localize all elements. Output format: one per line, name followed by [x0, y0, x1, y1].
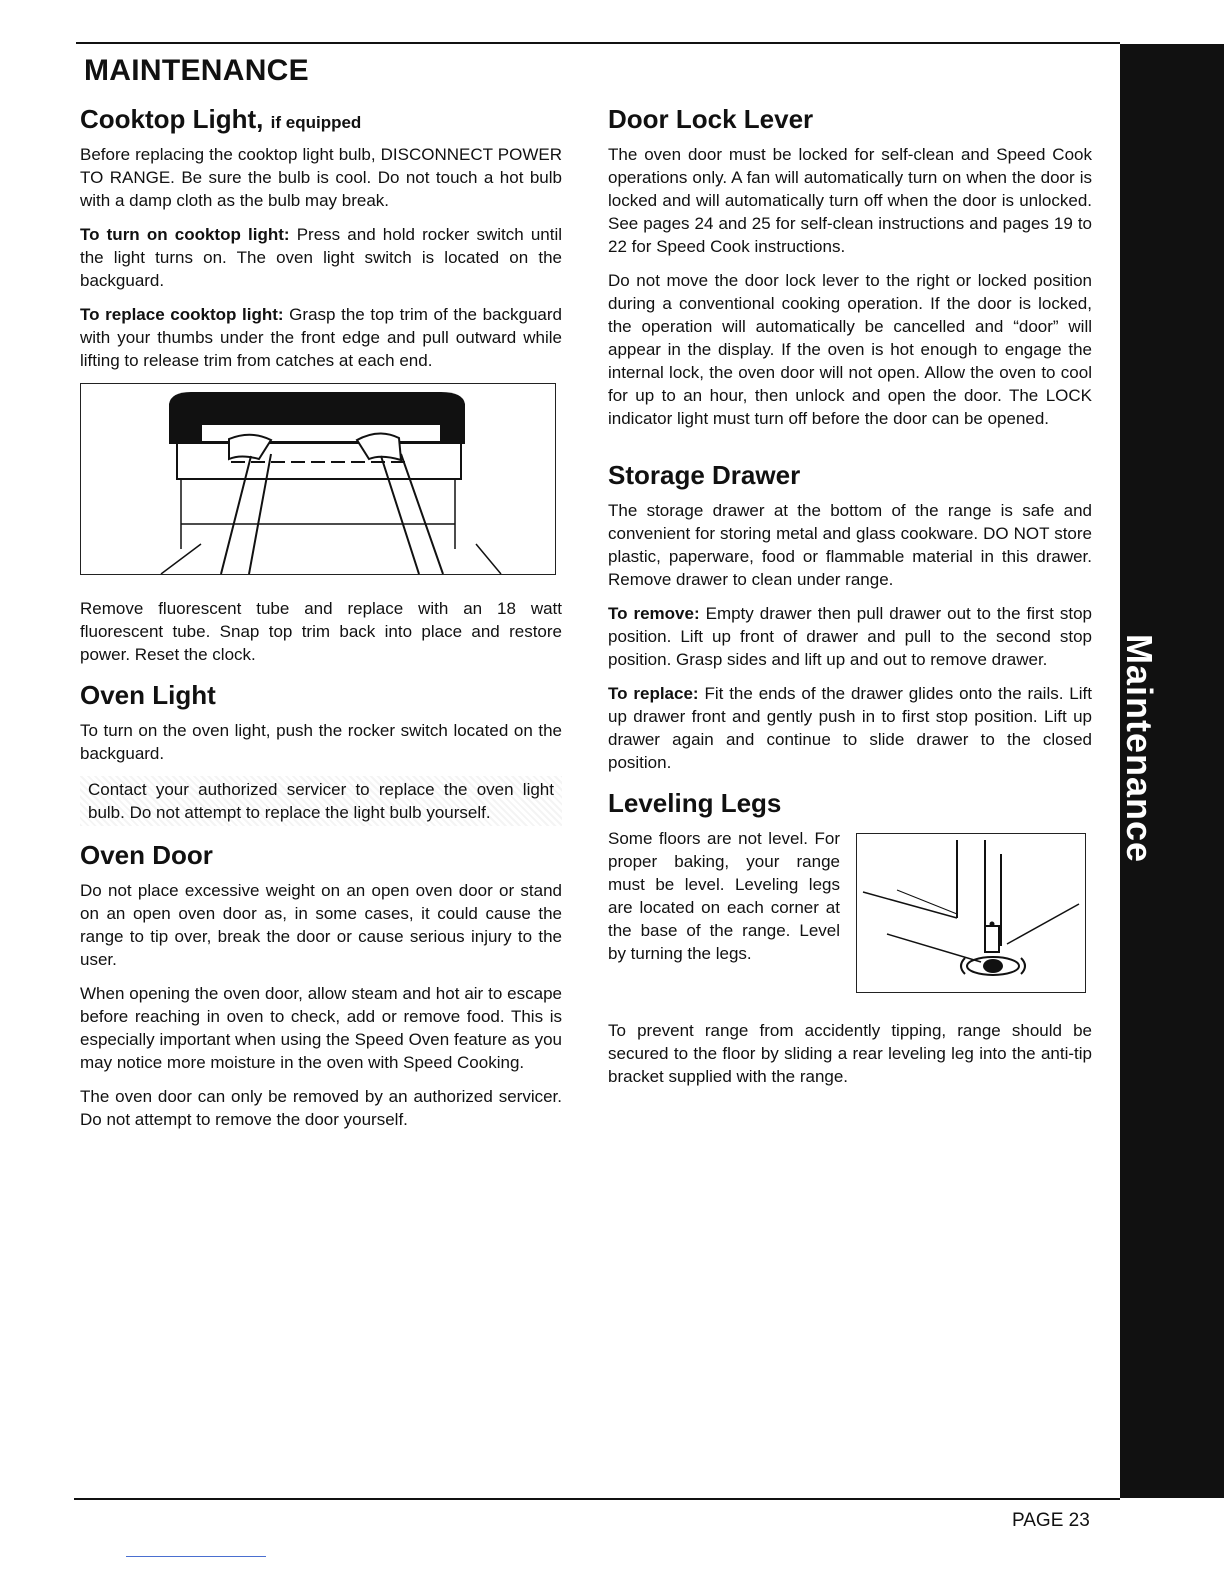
oven-door-warning: Do not place excessive weight on an open oven door or stand on an open oven door as, in some cases, it could cause the range to tip over, break the door or cause serious injury to the user. — [80, 881, 562, 969]
leveling-leg-illustration — [856, 833, 1086, 993]
cooktop-light-replace: To replace cooktop light: Grasp the top trim of the backguard with your thumbs under the front edge and pull outward while lifting to release trim from catches at each end. — [80, 305, 562, 370]
fluorescent-tube-instructions: Remove fluorescent tube and replace with an 18 watt fluorescent tube. Snap top trim back into place and restore power. Reset the clock. — [80, 599, 562, 664]
leveling-legs-heading: Leveling Legs — [608, 788, 782, 818]
leveling-legs-section — [608, 788, 1092, 1088]
oven-light-section — [80, 680, 562, 826]
anti-tip-instructions: To prevent range from accidently tipping, range should be secured to the floor by sliding a rear leveling leg into the anti-tip bracket supplied with the range. — [608, 1021, 1092, 1086]
leveling-leg-drawing — [857, 834, 1085, 992]
door-lock-usage: The oven door must be locked for self-clean and Speed Cook operations only. A fan will automatically turn on when the door is locked and will automatically turn off when the door is unlocked. See pages 24 and 25 for self-clean instructions and pages 19 to 22 for Speed Cook instructions. — [608, 145, 1092, 256]
cooktop-light-section — [80, 104, 562, 666]
oven-light-note-text: Contact your authorized servicer to replace the oven light bulb. Do not attempt to replace the light bulb yourself. — [88, 780, 554, 822]
oven-light-note — [80, 776, 562, 826]
leveling-legs-instructions: Some floors are not level. For proper baking, your range must be level. Leveling legs are located on each corner at the base of the range. Level by turning the legs. — [608, 829, 840, 963]
page-number: PAGE 23 — [1012, 1510, 1090, 1531]
page-title: MAINTENANCE — [84, 54, 309, 87]
bottom-mark — [126, 1556, 266, 1557]
cooktop-light-heading: Cooktop Light, if equipped — [80, 104, 362, 134]
backguard-trim-drawing — [81, 384, 555, 574]
storage-drawer-remove: To remove: Empty drawer then pull drawer out to the first stop position. Lift up front of drawer and pull to the second stop position. Grasp sides and lift up and out to remove drawer. — [608, 604, 1092, 669]
storage-drawer-heading: Storage Drawer — [608, 460, 801, 490]
oven-light-instructions: To turn on the oven light, push the rocker switch located on the backguard. — [80, 721, 562, 763]
right-column — [608, 104, 1092, 1099]
door-lock-caution: Do not move the door lock lever to the right or locked position during a conventional cooking operation. If the door is locked, the operation will automatically be cancelled and “door” will appear in the display. If the oven is hot enough to engage the internal lock, the oven door will not open. Allow the oven to cool for up to an hour, then unlock and open the door. The LOCK indicator light must turn off before the door can be opened. — [608, 271, 1092, 428]
bottom-rule — [74, 1498, 1120, 1500]
cooktop-light-warning: Before replacing the cooktop light bulb, DISCONNECT POWER TO RANGE. Be sure the bulb is cool. Do not touch a hot bulb with a damp cloth as the bulb may break. — [80, 145, 562, 210]
leveling-legs-block — [608, 827, 1092, 999]
left-column — [80, 104, 562, 1142]
oven-door-steam: When opening the oven door, allow steam and hot air to escape before reaching in oven to check, add or remove food. This is especially important when using the Speed Oven feature as you may notice more moisture in the oven with Speed Cooking. — [80, 984, 562, 1072]
storage-drawer-intro: The storage drawer at the bottom of the range is safe and convenient for storing metal and glass cookware. DO NOT store plastic, paperware, food or flammable material in this drawer. Remove drawer to clean under range. — [608, 501, 1092, 589]
if-equipped-note: if equipped — [270, 113, 362, 132]
storage-drawer-replace: To replace: Fit the ends of the drawer glides onto the rails. Lift up drawer front and gently push in to first stop position. Lift up drawer again and continue to slide drawer to the closed position. — [608, 684, 1092, 772]
storage-drawer-section — [608, 460, 1092, 774]
leveling-legs-text — [608, 827, 840, 976]
cooktop-light-turn-on: To turn on cooktop light: Press and hold rocker switch until the light turns on. The oven light switch is located on the backguard. — [80, 225, 563, 290]
oven-door-heading: Oven Door — [80, 840, 213, 870]
backguard-illustration — [80, 383, 556, 575]
oven-door-removal: The oven door can only be removed by an authorized servicer. Do not attempt to remove the door yourself. — [80, 1087, 562, 1129]
top-rule — [76, 42, 1120, 44]
oven-door-section — [80, 840, 562, 1131]
oven-light-heading: Oven Light — [80, 680, 216, 710]
door-lock-section — [608, 104, 1092, 430]
door-lock-heading: Door Lock Lever — [608, 104, 814, 134]
